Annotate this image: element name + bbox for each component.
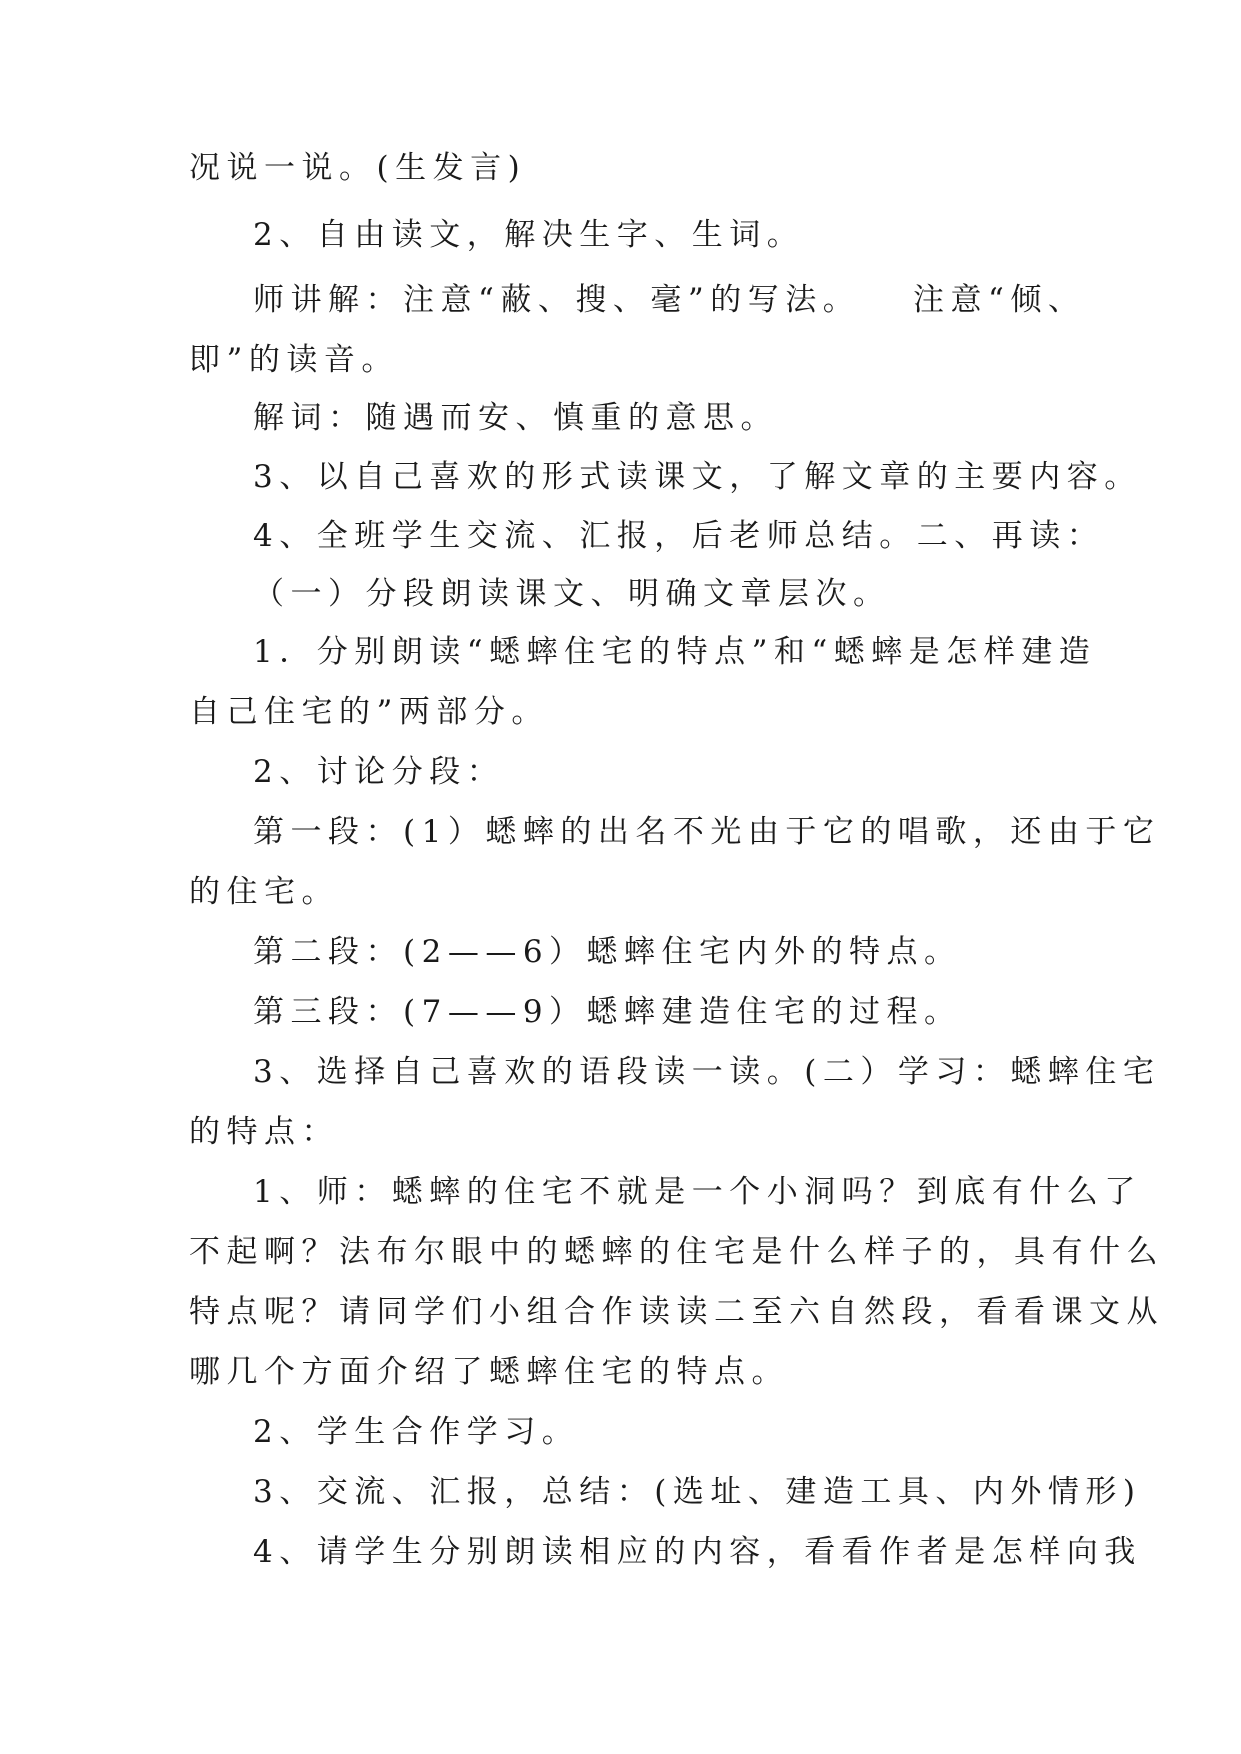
text-line: 况说一说。(生发言): [189, 150, 527, 186]
text-line: 第一段：(1）蟋蟀的出名不光由于它的唱歌，还由于它: [253, 814, 1161, 850]
text-line: 1、师：蟋蟀的住宅不就是一个小洞吗？到底有什么了: [253, 1174, 1142, 1210]
text-line: 哪几个方面介绍了蟋蟀住宅的特点。: [189, 1354, 789, 1390]
text-line: 2、讨论分段：: [253, 754, 505, 790]
text-line: 3、以自己喜欢的形式读课文，了解文章的主要内容。: [253, 459, 1142, 495]
text-line: 4、请学生分别朗读相应的内容，看看作者是怎样向我: [253, 1534, 1142, 1570]
text-line: 师讲解：注意“蔽、搜、毫”的写法。: [253, 282, 861, 318]
text-line: （一）分段朗读课文、明确文章层次。: [253, 576, 891, 612]
text-line: 4、全班学生交流、汇报，后老师总结。二、再读：: [253, 518, 1105, 554]
text-line: 即”的读音。: [189, 342, 399, 378]
text-line: 的特点：: [189, 1114, 339, 1150]
text-line: 第三段：(7——9）蟋蟀建造住宅的过程。: [253, 994, 962, 1030]
text-line: 自己住宅的”两部分。: [189, 694, 549, 730]
text-line: 解词：随遇而安、慎重的意思。: [253, 400, 778, 436]
text-line: 3、选择自己喜欢的语段读一读。(二）学习：蟋蟀住宅: [253, 1054, 1161, 1090]
text-line: 2、自由读文，解决生字、生词。: [253, 217, 805, 253]
text-line: 注意“倾、: [913, 282, 1086, 318]
text-line: 不起啊？法布尔眼中的蟋蟀的住宅是什么样子的，具有什么: [189, 1234, 1164, 1270]
text-line: 第二段：(2——6）蟋蟀住宅内外的特点。: [253, 934, 962, 970]
text-line: 特点呢？请同学们小组合作读读二至六自然段，看看课文从: [189, 1294, 1164, 1330]
text-line: 的住宅。: [189, 874, 339, 910]
text-line: 1．分别朗读“蟋蟀住宅的特点”和“蟋蟀是怎样建造: [253, 634, 1097, 670]
text-line: 3、交流、汇报，总结：(选址、建造工具、内外情形): [253, 1474, 1142, 1510]
text-line: 2、学生合作学习。: [253, 1414, 580, 1450]
